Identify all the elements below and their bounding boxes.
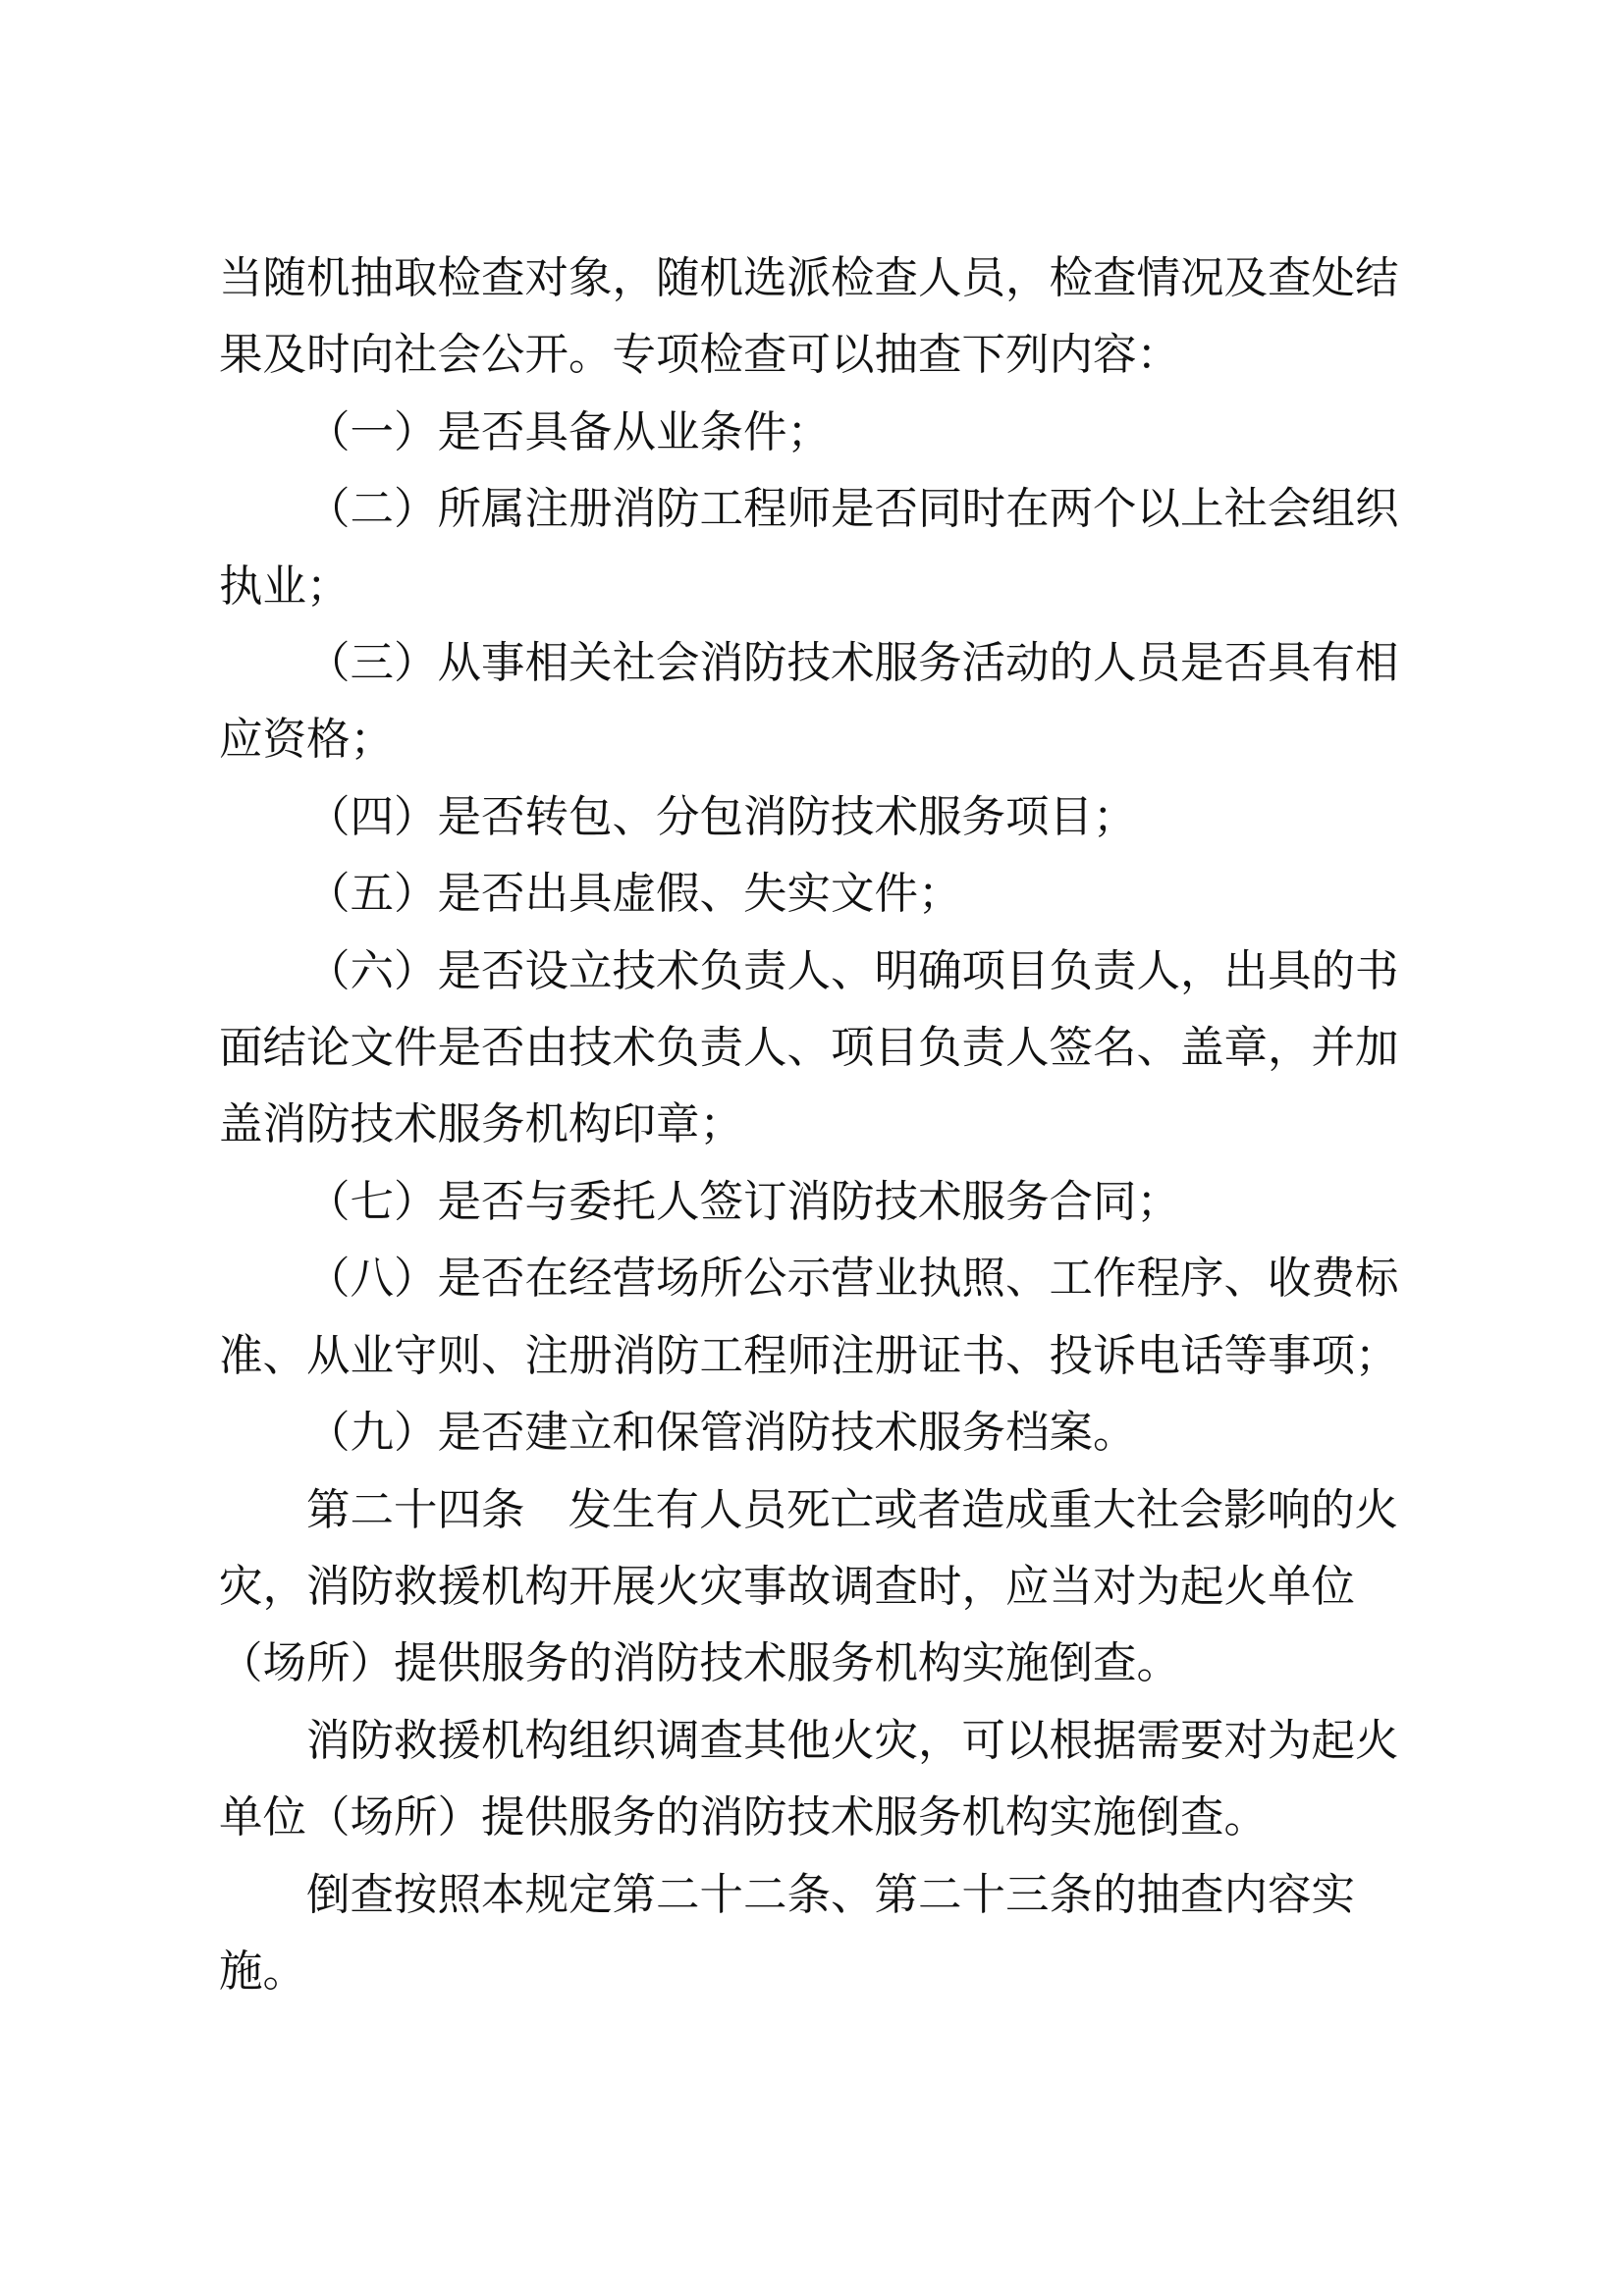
continuation-paragraph: 当随机抽取检查对象，随机选派检查人员，检查情况及查处结果及时向社会公开。专项检查可以抽查下列内容： [219,253,1399,381]
article-paragraph [219,1472,1409,1703]
list-item: （六）是否设立技术负责人、明确项目负责人，出具的书面结论文件是否由技术负责人、项目负责人签名、盖章，并加盖消防技术服务机构印章； [219,945,1399,1150]
article-heading: 第二十四条 [306,1484,525,1535]
article-body: 发生有人员死亡或者造成重大社会影响的火灾，消防救援机构开展火灾事故调查时，应当对为起火单位（场所）提供服务的消防技术服务机构实施倒查。 [219,1484,1399,1689]
list-item: （八）是否在经营场所公示营业执照、工作程序、收费标准、从业守则、注册消防工程师注册证书、投诉电话等事项； [219,1254,1399,1381]
list-item: （七）是否与委托人签订消防技术服务合同； [306,1176,1181,1227]
list-item: （一）是否具备从业条件； [306,406,832,457]
list-item: （九）是否建立和保管消防技术服务档案。 [306,1408,1137,1459]
body-paragraph: 倒查按照本规定第二十二条、第二十三条的抽查内容实施。 [219,1869,1356,1997]
list-item: （五）是否出具虚假、失实文件； [306,869,962,920]
document-body [219,240,1409,2010]
list-item: （四）是否转包、分包消防技术服务项目； [306,791,1137,842]
list-item: （二）所属注册消防工程师是否同时在两个以上社会组织执业； [219,484,1399,612]
list-item: （三）从事相关社会消防技术服务活动的人员是否具有相应资格； [219,638,1399,766]
body-paragraph: 消防救援机构组织调查其他火灾，可以根据需要对为起火单位（场所）提供服务的消防技术服务机构实施倒查。 [219,1715,1399,1843]
